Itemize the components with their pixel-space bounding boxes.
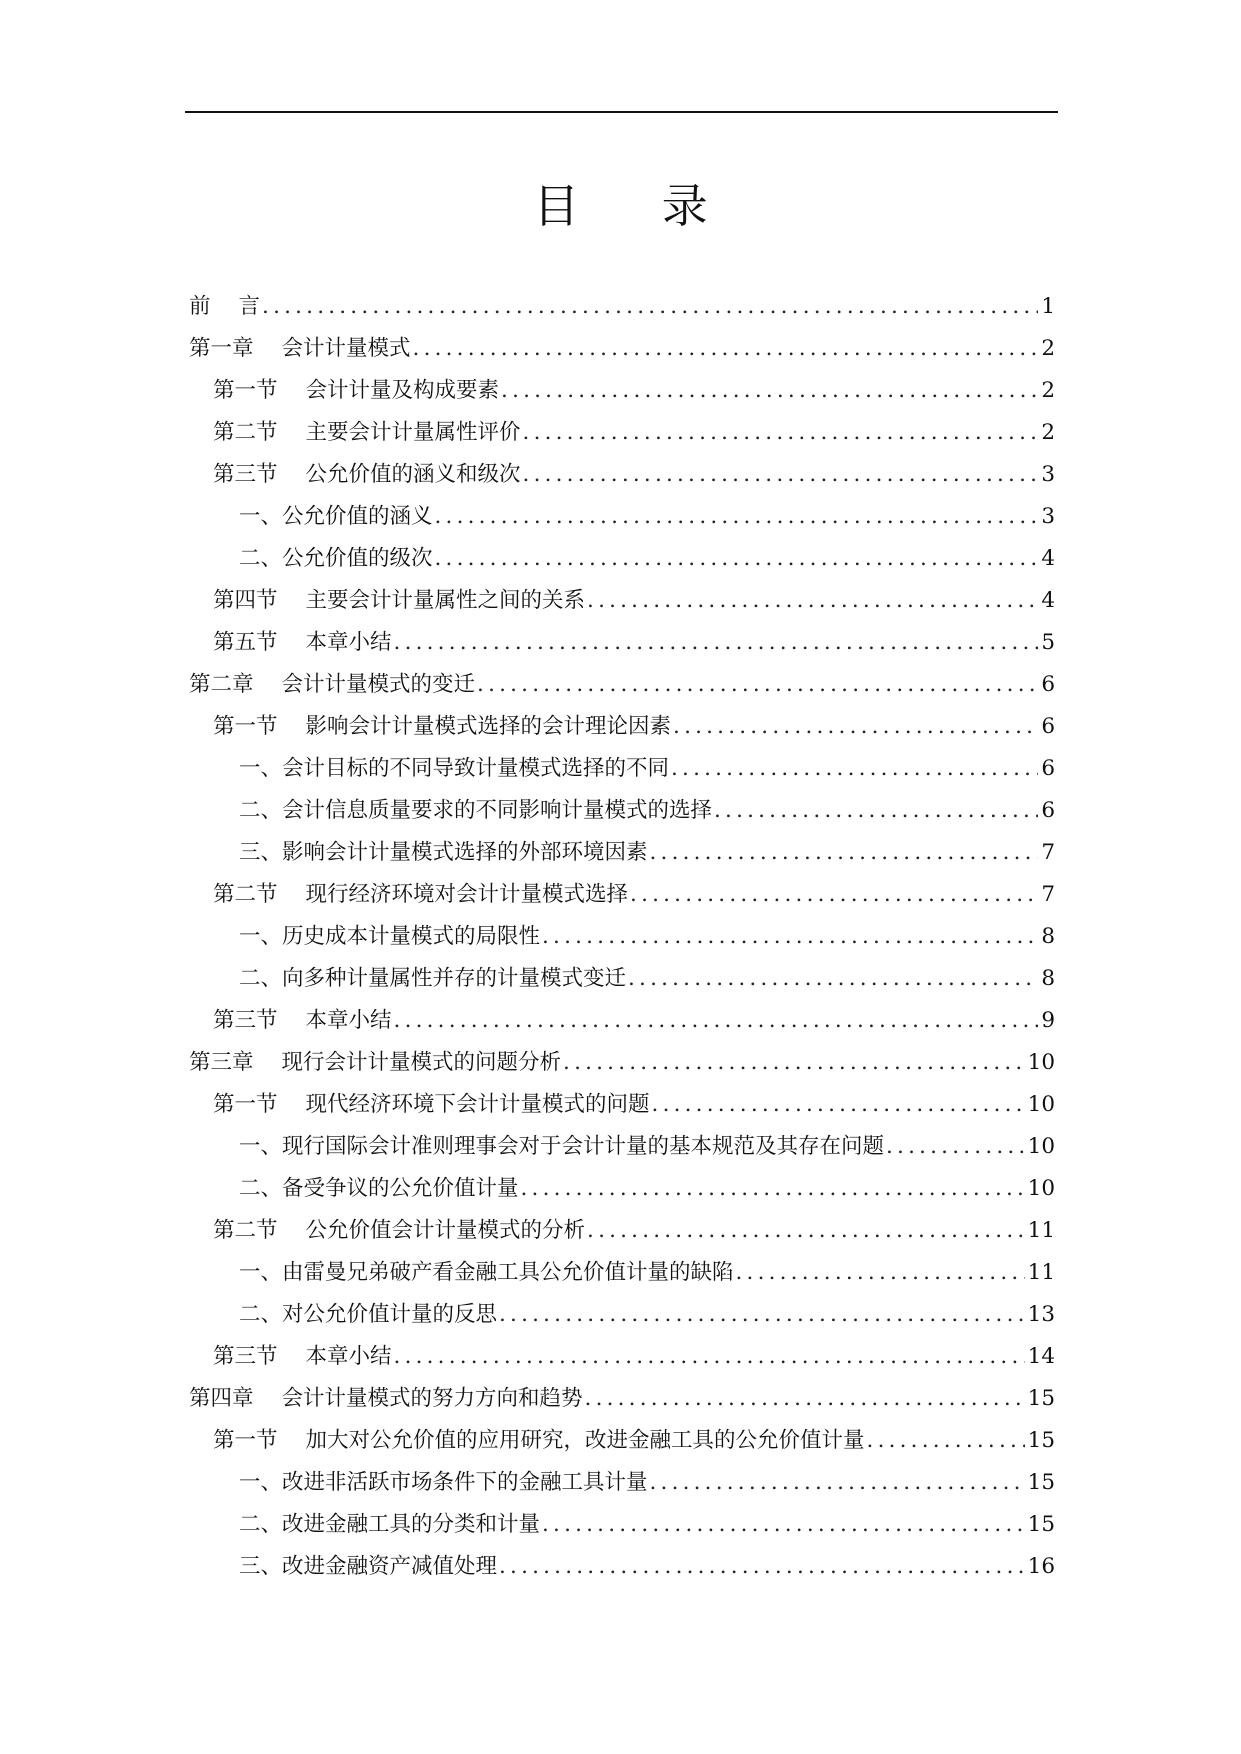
toc-entry-text: 影响会计计量模式选择的会计理论因素 [305,714,672,739]
toc-entry-label [213,874,628,916]
toc-entry-label [189,664,475,706]
toc-entry-number: 第一章 [189,336,254,361]
toc-page-number: 6 [1041,714,1055,739]
toc-entry[interactable] [189,1000,1055,1042]
toc-dot-leader [587,1210,1025,1252]
toc-dot-leader [736,1252,1025,1294]
toc-dot-leader [542,1504,1025,1546]
toc-entry-label [213,1420,865,1462]
toc-dot-leader [435,538,1039,580]
toc-page-number: 4 [1041,588,1055,613]
toc-entry-label [239,916,540,958]
toc-entry[interactable] [189,412,1055,454]
toc-entry-label [239,496,433,538]
toc-entry-text: 一、由雷曼兄弟破产看金融工具公允价值计量的缺陷 [239,1260,734,1285]
toc-dot-leader [262,286,1038,328]
toc-page-number: 5 [1041,630,1055,655]
toc-entry[interactable] [189,916,1055,958]
toc-entry[interactable] [189,286,1055,328]
toc-page-number: 11 [1027,1218,1055,1243]
toc-page-number: 14 [1027,1344,1055,1369]
toc-entry[interactable] [189,1252,1055,1294]
toc-page-number: 3 [1041,462,1055,487]
toc-entry-number: 第三节 [213,1008,278,1033]
toc-entry-label [189,1378,583,1420]
toc-entry[interactable] [189,958,1055,1000]
toc-entry[interactable] [189,370,1055,412]
toc-entry-text: 三、改进金融资产减值处理 [239,1554,498,1579]
toc-entry-label [213,706,671,748]
toc-page-number: 15 [1027,1512,1055,1537]
toc-entry-text: 现代经济环境下会计计量模式的问题 [305,1092,650,1117]
toc-dot-leader [523,412,1039,454]
toc-entry-number: 第一节 [213,1092,278,1117]
toc-entry-text: 本章小结 [305,630,392,655]
toc-entry[interactable] [189,1294,1055,1336]
toc-entry-text: 二、对公允价值计量的反思 [239,1302,498,1327]
toc-page-number: 15 [1027,1386,1055,1411]
toc-page-number: 8 [1041,966,1055,991]
toc-dot-leader [650,832,1039,874]
toc-entry-label [239,1294,497,1336]
toc-entry-label [239,1504,540,1546]
toc-entry[interactable] [189,1042,1055,1084]
toc-entry-number: 第二节 [213,1218,278,1243]
toc-entry-text: 会计计量模式 [281,336,411,361]
toc-entry-label [213,1210,585,1252]
toc-entry-number: 第四节 [213,588,278,613]
header-rule [185,111,1058,113]
toc-entry[interactable] [189,874,1055,916]
toc-entry-text: 现行经济环境对会计计量模式选择 [305,882,629,907]
toc-entry-text: 公允价值的涵义和级次 [305,462,521,487]
toc-entry[interactable] [189,790,1055,832]
toc-entry-label [239,1126,884,1168]
toc-entry[interactable] [189,1504,1055,1546]
toc-entry[interactable] [189,706,1055,748]
toc-page-number: 10 [1027,1176,1055,1201]
toc-entry-text: 二、会计信息质量要求的不同影响计量模式的选择 [239,798,713,823]
toc-page-number: 6 [1041,756,1055,781]
toc-entry-label [213,412,521,454]
toc-entry-text: 一、历史成本计量模式的局限性 [239,924,541,949]
toc-entry-label [239,1168,519,1210]
toc-entry[interactable] [189,1210,1055,1252]
toc-entry-label [189,328,411,370]
toc-entry-number: 第二章 [189,672,254,697]
toc-entry[interactable] [189,496,1055,538]
toc-page-number: 15 [1027,1470,1055,1495]
toc-entry-label [239,790,712,832]
toc-entry-label [213,370,499,412]
toc-entry-number: 第二节 [213,420,278,445]
toc-entry-text: 一、公允价值的涵义 [239,504,433,529]
toc-entry-number: 第五节 [213,630,278,655]
toc-entry-number: 第三节 [213,1344,278,1369]
toc-dot-leader [673,706,1038,748]
toc-page-number: 10 [1027,1134,1055,1159]
toc-dot-leader [563,1042,1025,1084]
toc-entry-text: 加大对公允价值的应用研究，改进金融工具的公允价值计量 [305,1428,865,1453]
toc-entry-text: 二、向多种计量属性并存的计量模式变迁 [239,966,627,991]
toc-page-number: 13 [1027,1302,1055,1327]
toc-entry[interactable] [189,1336,1055,1378]
toc-entry-label [239,958,626,1000]
toc-page-number: 10 [1027,1092,1055,1117]
toc-entry-text: 一、改进非活跃市场条件下的金融工具计量 [239,1470,648,1495]
toc-entry-number: 前 [189,294,211,319]
toc-dot-leader [886,1126,1025,1168]
toc-dot-leader [477,664,1038,706]
toc-entry-text: 二、备受争议的公允价值计量 [239,1176,519,1201]
toc-dot-leader [499,1546,1025,1588]
toc-page-number: 6 [1041,798,1055,823]
toc-page-number: 10 [1027,1050,1055,1075]
toc-page-number: 2 [1041,336,1055,361]
toc-page-number: 6 [1041,672,1055,697]
toc-dot-leader [521,1168,1025,1210]
toc-entry[interactable] [189,1546,1055,1588]
toc-dot-leader [630,874,1038,916]
toc-entry[interactable] [189,328,1055,370]
toc-entry[interactable] [189,1168,1055,1210]
toc-entry-text: 一、会计目标的不同导致计量模式选择的不同 [239,756,670,781]
toc-entry-number: 第三章 [189,1050,254,1075]
toc-entry-number: 第一节 [213,378,278,403]
toc-page-number: 1 [1041,294,1055,319]
toc-entry[interactable] [189,538,1055,580]
toc-entry-label [213,454,521,496]
toc-entry-text: 三、影响会计计量模式选择的外部环境因素 [239,840,648,865]
toc-entry-label [239,538,433,580]
toc-dot-leader [652,1084,1025,1126]
toc-page-number: 11 [1027,1260,1055,1285]
toc-page-number: 9 [1041,1008,1055,1033]
toc-entry[interactable] [189,1126,1055,1168]
toc-page-number: 8 [1041,924,1055,949]
toc-entry-label [213,1000,392,1042]
toc-entry-text: 本章小结 [305,1344,392,1369]
toc-entry[interactable] [189,1420,1055,1462]
toc-dot-leader [501,370,1038,412]
toc-entry[interactable] [189,1462,1055,1504]
toc-entry-text: 二、改进金融工具的分类和计量 [239,1512,541,1537]
toc-entry-text: 主要会计计量属性之间的关系 [305,588,586,613]
toc-list [189,286,1055,1588]
page-title: 目 录 [533,179,742,233]
toc-entry-label [189,286,260,328]
toc-dot-leader [867,1420,1025,1462]
toc-entry[interactable] [189,580,1055,622]
toc-entry-text: 会计计量及构成要素 [305,378,500,403]
toc-entry-text: 会计计量模式的努力方向和趋势 [281,1386,583,1411]
toc-dot-leader [523,454,1039,496]
toc-entry-label [239,1252,734,1294]
toc-dot-leader [650,1462,1025,1504]
toc-page-number: 3 [1041,504,1055,529]
toc-page-number: 15 [1027,1428,1055,1453]
toc-entry-text: 本章小结 [305,1008,392,1033]
toc-dot-leader [587,580,1038,622]
toc-entry-text: 一、现行国际会计准则理事会对于会计计量的基本规范及其存在问题 [239,1134,885,1159]
toc-entry[interactable] [189,1378,1055,1420]
toc-page-number: 2 [1041,420,1055,445]
toc-entry[interactable] [189,1084,1055,1126]
toc-dot-leader [435,496,1039,538]
toc-entry-label [239,1462,648,1504]
toc-dot-leader [585,1378,1025,1420]
toc-entry-text: 会计计量模式的变迁 [281,672,476,697]
toc-entry-label [239,1546,497,1588]
toc-entry-label [213,580,585,622]
toc-entry-text: 公允价值会计计量模式的分析 [305,1218,586,1243]
toc-entry-number: 第四章 [189,1386,254,1411]
toc-entry[interactable] [189,748,1055,790]
toc-dot-leader [714,790,1038,832]
toc-page-number: 16 [1027,1554,1055,1579]
toc-dot-leader [394,1336,1025,1378]
toc-entry-label [213,1084,650,1126]
toc-entry-text: 现行会计计量模式的问题分析 [281,1050,562,1075]
toc-dot-leader [499,1294,1025,1336]
toc-dot-leader [628,958,1038,1000]
toc-entry[interactable] [189,622,1055,664]
toc-page-number: 7 [1041,882,1055,907]
toc-dot-leader [413,328,1039,370]
toc-entry-label [239,832,648,874]
toc-entry-label [213,1336,392,1378]
toc-entry-label [239,748,669,790]
toc-entry[interactable] [189,664,1055,706]
toc-entry[interactable] [189,832,1055,874]
toc-entry-text: 二、公允价值的级次 [239,546,433,571]
toc-entry-label [213,622,392,664]
toc-page-number: 2 [1041,378,1055,403]
toc-page-number: 4 [1041,546,1055,571]
toc-dot-leader [542,916,1038,958]
toc-entry-number: 第一节 [213,714,278,739]
toc-entry-label [189,1042,561,1084]
toc-entry[interactable] [189,454,1055,496]
toc-page-number: 7 [1041,840,1055,865]
toc-entry-text: 主要会计计量属性评价 [305,420,521,445]
toc-dot-leader [394,622,1039,664]
toc-dot-leader [671,748,1038,790]
toc-entry-text: 言 [238,294,261,319]
toc-dot-leader [394,1000,1039,1042]
toc-entry-number: 第三节 [213,462,278,487]
toc-entry-number: 第二节 [213,882,278,907]
toc-entry-number: 第一节 [213,1428,278,1453]
